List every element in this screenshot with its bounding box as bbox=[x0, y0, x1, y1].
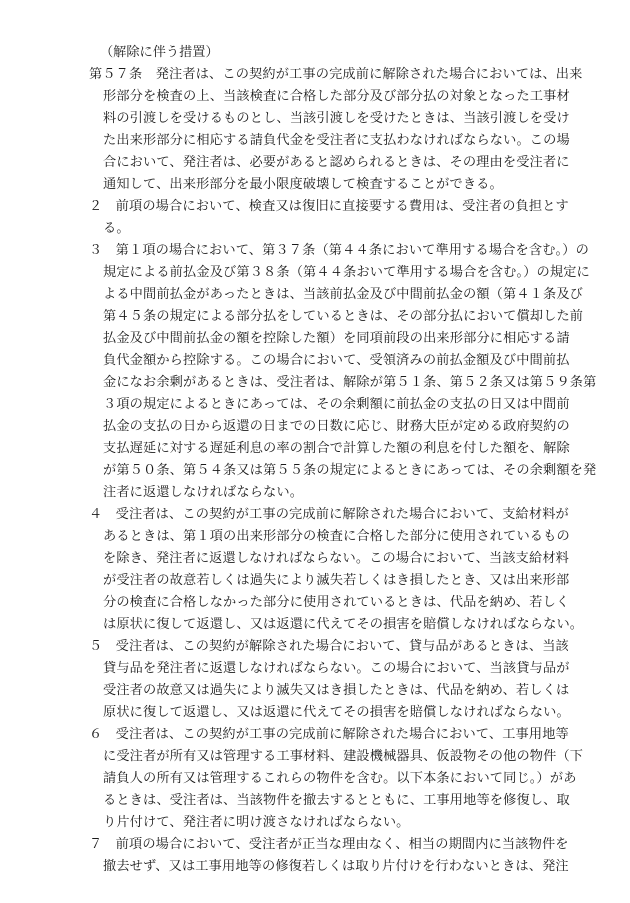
text-line: 原状に復して返還し、又は返還に代えてその損害を賠償しなければならない。 bbox=[103, 705, 570, 720]
text-line: た出来形部分に相応する請負代金を受注者に支払わなければならない。この場 bbox=[103, 133, 570, 148]
text-line: り片付けて、発注者に明け渡さなければならない。 bbox=[103, 815, 410, 830]
text-line: 金になお余剰があるときは、受注者は、解除が第５１条、第５２条又は第５９条第 bbox=[103, 375, 597, 390]
text-line: ６ 受注者は、この契約が工事の完成前に解除された場合において、工事用地等 bbox=[89, 727, 569, 742]
text-line: ３ 第１項の場合において、第３７条（第４４条において準用する場合を含む。）の bbox=[89, 243, 589, 258]
text-line: 分の検査に合格しなかった部分に使用されているときは、代品を納め、若しく bbox=[103, 595, 570, 610]
text-line: ４ 受注者は、この契約が工事の完成前に解除された場合において、支給材料が bbox=[89, 507, 569, 522]
text-line: あるときは、第１項の出来形部分の検査に合格した部分に使用されているもの bbox=[103, 529, 570, 544]
text-line: 規定による前払金及び第３８条（第４４条おいて準用する場合を含む。）の規定に bbox=[103, 265, 590, 280]
text-line: 形部分を検査の上、当該検査に合格した部分及び部分払の対象となった工事材 bbox=[103, 89, 570, 104]
text-line: ５ 受注者は、この契約が解除された場合において、貸与品があるときは、当該 bbox=[89, 639, 569, 654]
text-line: 払金の支払の日から返還の日までの日数に応じ、財務大臣が定める政府契約の bbox=[103, 419, 570, 434]
text-line: るときは、受注者は、当該物件を撤去するとともに、工事用地等を修復し、取 bbox=[103, 793, 570, 808]
text-line: 料の引渡しを受けるものとし、当該引渡しを受けたときは、当該引渡しを受け bbox=[103, 111, 570, 126]
section-heading: （解除に伴う措置） bbox=[100, 45, 219, 60]
text-line: が第５０条、第５４条又は第５５条の規定によるときにあっては、その余剰額を発 bbox=[103, 463, 597, 478]
text-line: よる中間前払金があったときは、当該前払金及び中間前払金の額（第４１条及び bbox=[103, 287, 584, 302]
text-line: 請負人の所有又は管理するこれらの物件を含む。以下本条において同じ。）があ bbox=[103, 771, 577, 786]
text-line: 第４５条の規定による部分払をしているときは、その部分払において償却した前 bbox=[103, 309, 584, 324]
text-line: 貸与品を発注者に返還しなければならない。この場合において、当該貸与品が bbox=[103, 661, 570, 676]
text-line: 第５７条 発注者は、この契約が工事の完成前に解除された場合においては、出来 bbox=[89, 67, 583, 82]
text-line: ７ 前項の場合において、受注者が正当な理由なく、相当の期間内に当該物件を bbox=[89, 837, 569, 852]
text-line: る。 bbox=[103, 221, 130, 236]
text-line: が受注者の故意若しくは過失により滅失若しくはき損したとき、又は出来形部 bbox=[103, 573, 570, 588]
text-line: 撤去せず、又は工事用地等の修復若しくは取り片付けを行わないときは、発注 bbox=[103, 859, 569, 874]
text-line: 注者に返還しなければならない。 bbox=[103, 485, 304, 500]
text-line: ２ 前項の場合において、検査又は復旧に直接要する費用は、受注者の負担とす bbox=[89, 199, 569, 214]
text-line: 払金及び中間前払金の額を控除した額）を同項前段の出来形部分に相応する請 bbox=[103, 331, 570, 346]
text-line: 合において、発注者は、必要があると認められるときは、その理由を受注者に bbox=[103, 155, 570, 170]
text-line: ３項の規定によるときにあっては、その余剰額に前払金の支払の日又は中間前 bbox=[103, 397, 570, 412]
text-line: は原状に復して返還し、又は返還に代えてその損害を賠償しなければならない。 bbox=[103, 617, 584, 632]
text-line: 支払遅延に対する遅延利息の率の割合で計算した額の利息を付した額を、解除 bbox=[103, 441, 570, 456]
text-line: 受注者の故意又は過失により滅失又はき損したときは、代品を納め、若しくは bbox=[103, 683, 570, 698]
text-line: 通知して、出来形部分を最小限度破壊して検査することができる。 bbox=[103, 177, 503, 192]
text-line: を除き、発注者に返還しなければならない。この場合において、当該支給材料 bbox=[103, 551, 570, 566]
text-line: 負代金額から控除する。この場合において、受領済みの前払金額及び中間前払 bbox=[103, 353, 570, 368]
text-line: に受注者が所有又は管理する工事材料、建設機械器具、仮設物その他の物件（下 bbox=[103, 749, 584, 764]
